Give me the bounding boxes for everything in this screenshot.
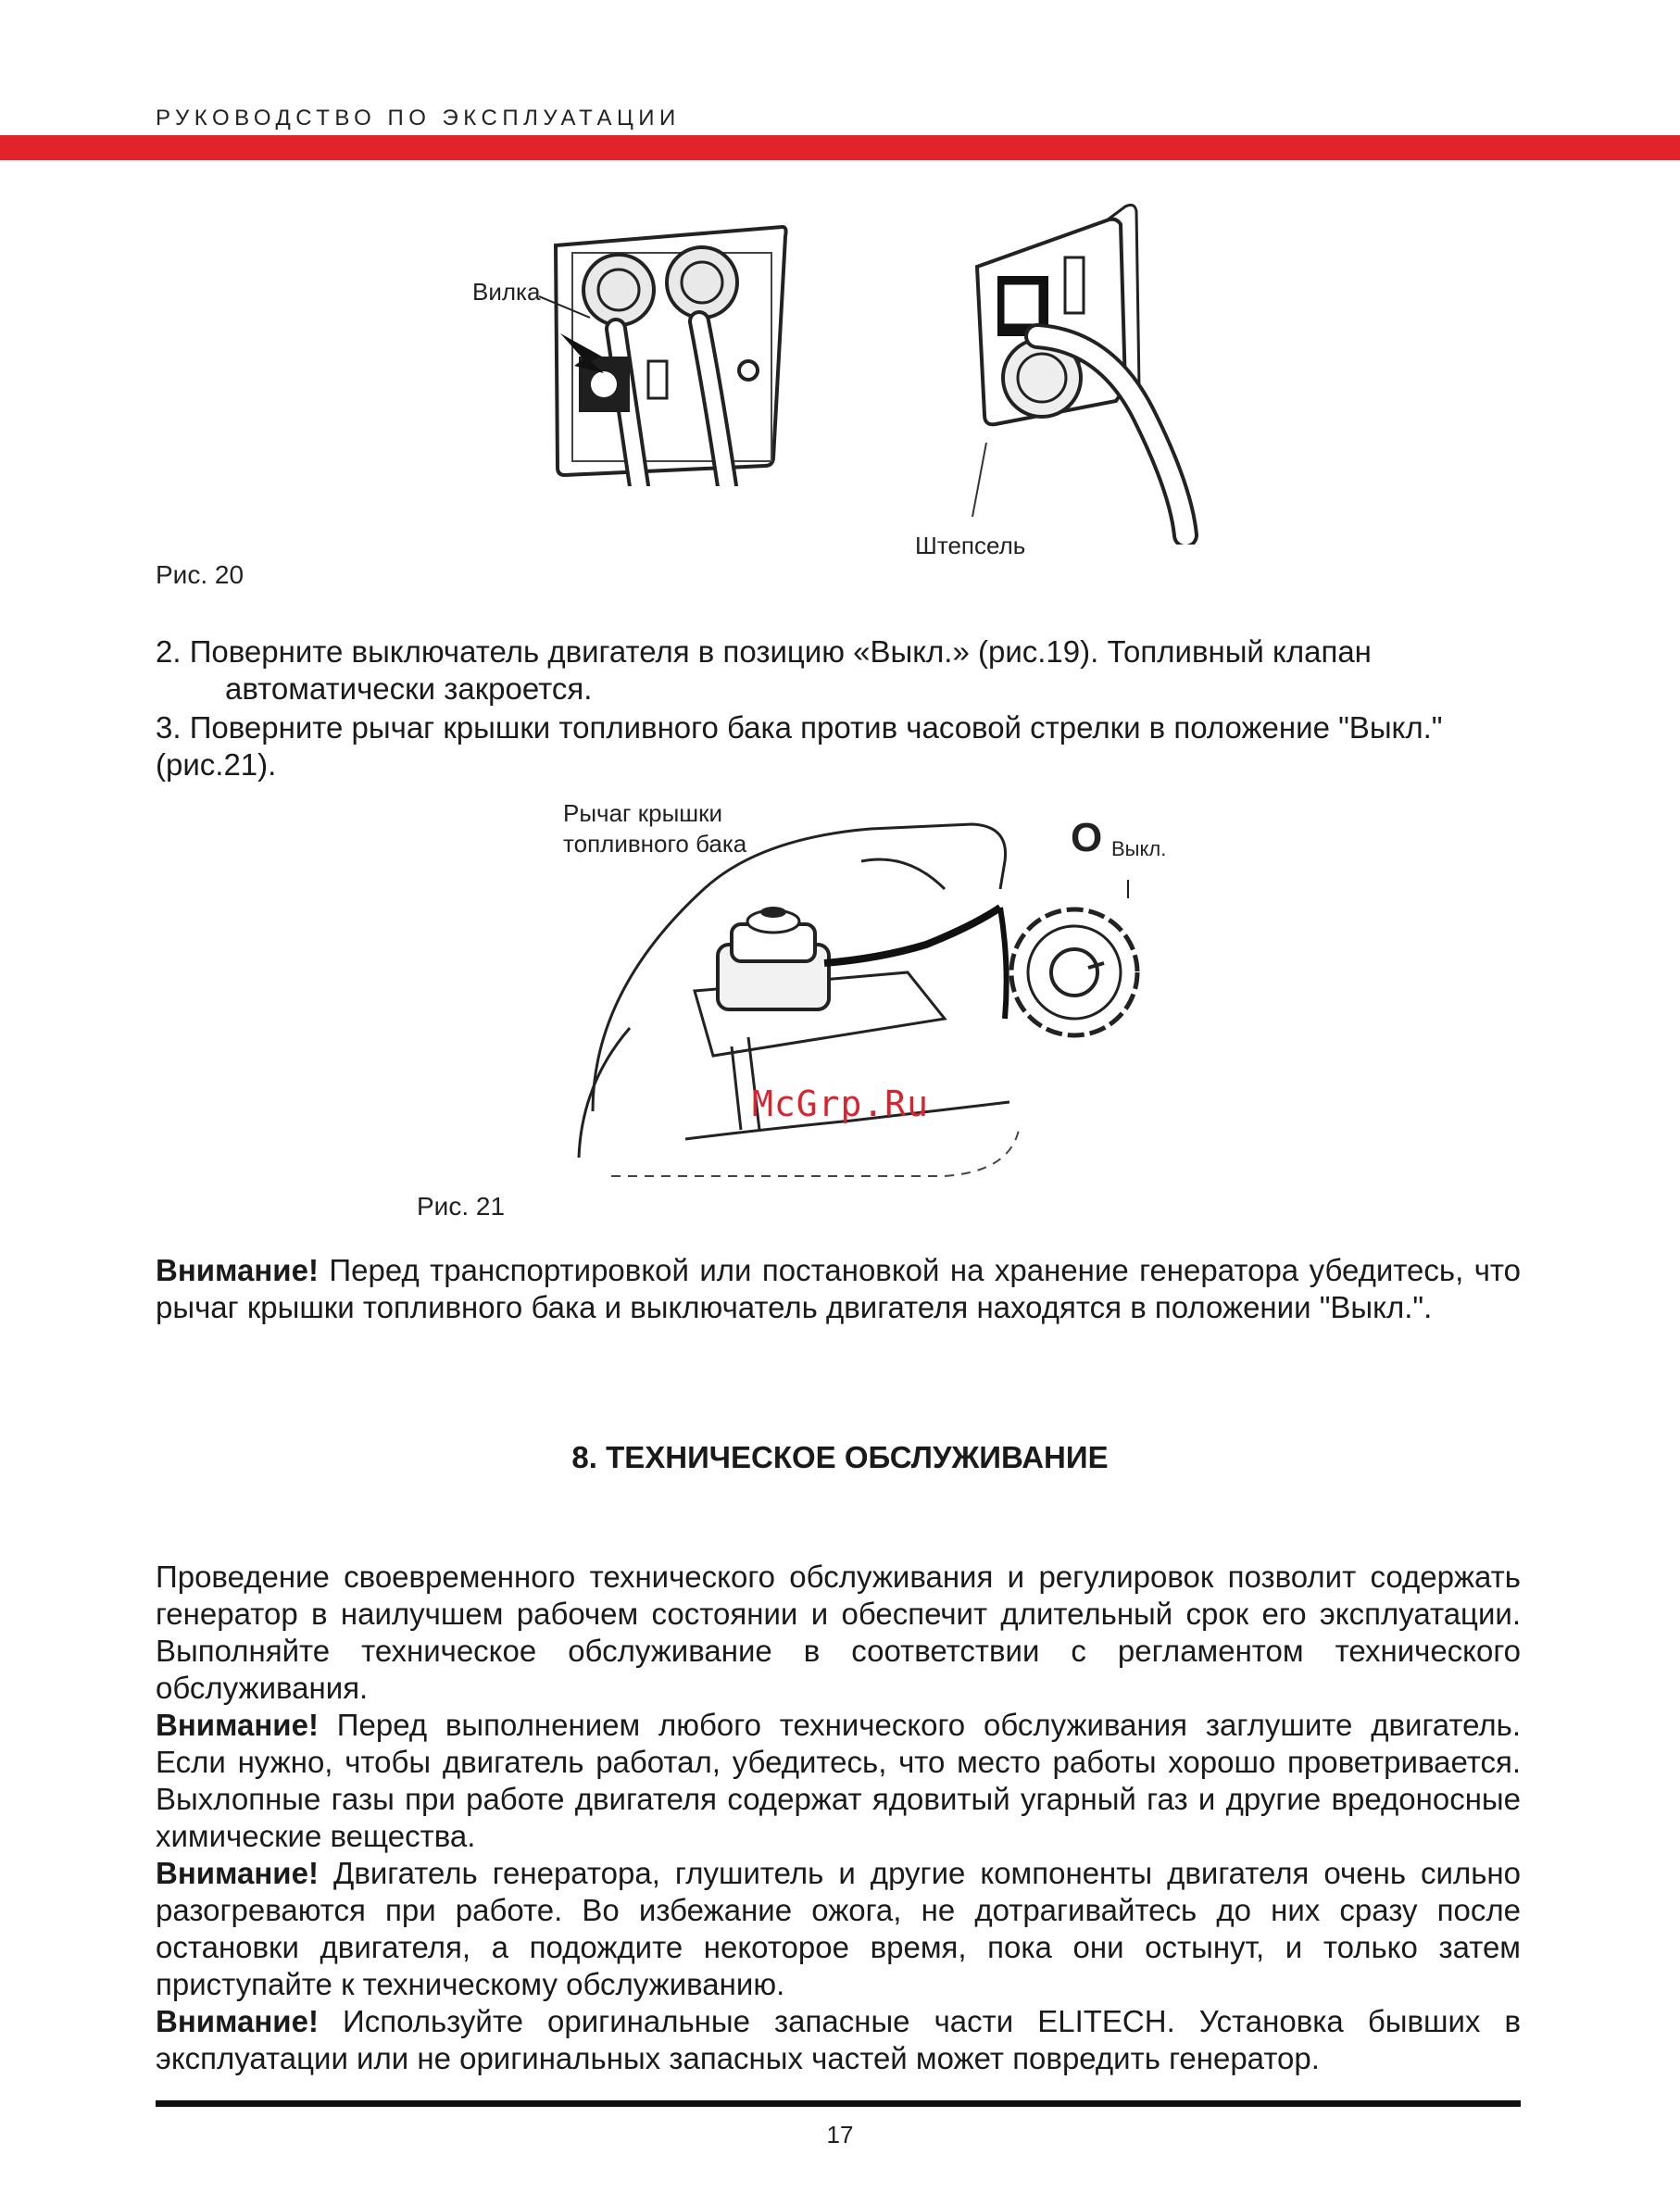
callout-fuel-cap-lever [563, 798, 746, 859]
warning-transport-text: Перед транспортировкой или постановкой на хранение генератора убедитесь, что рычаг крышки топливного бака и выключатель двигателя находятся в положении "Выкл.". [156, 1253, 1521, 1324]
warning-original-parts-paragraph [156, 2003, 1521, 2077]
warning-transport-paragraph [156, 1252, 1521, 1326]
off-label: Выкл. [1111, 837, 1167, 860]
figure-20-left-illustration [537, 208, 815, 486]
step-2-text: 2. Поверните выключатель двигателя в позицию «Выкл.» (рис.19). Топливный клапан [156, 634, 1372, 669]
warning-hot-parts-text: Двигатель генератора, глушитель и другие компоненты двигателя очень сильно разогреваются при работе. Во избежание ожога, не дотрагивайтесь до них сразу после остановки двигателя, а подождите некоторое время, пока они остынут, и только затем приступайте к техническому обслуживанию. [156, 1856, 1521, 2001]
warning-engine-stop-label: Внимание! [156, 1708, 319, 1742]
maintenance-intro: Проведение своевременного технического обслуживания и регулировок позволит содержать генератор в наилучшем рабочем состоянии и обеспечит длительный срок его эксплуатации. Выполняйте техническое обслуживание в соответствии с регламентом технического обслуживания. [156, 1560, 1521, 1705]
warning-transport-label: Внимание! [156, 1253, 319, 1287]
callout-plug: Вилка [472, 278, 541, 306]
step-3-paragraph: 3. Поверните рычаг крышки топливного бака против часовой стрелки в положение "Выкл." (рис.21). [156, 710, 1443, 782]
warning-engine-stop-text: Перед выполнением любого технического обслуживания заглушите двигатель. Если нужно, чтобы двигатель работал, убедитесь, что место работы хорошо проветривается. Выхлопные газы при работе двигателя содержат ядовитый угарный газ и другие вредоносные химические вещества. [156, 1708, 1521, 1853]
callout-fuel-cap-lever-line-2: топливного бака [563, 830, 747, 858]
step-2-paragraph [156, 633, 1521, 708]
warning-original-parts-label: Внимание! [156, 2004, 319, 2038]
footer-rule [156, 2100, 1521, 2107]
callout-fuel-cap-lever-line-1: Рычаг крышки [563, 799, 723, 827]
page-header-title: РУКОВОДСТВО ПО ЭКСПЛУАТАЦИИ [156, 106, 681, 131]
figure-20-right-illustration [968, 202, 1218, 545]
page-number: 17 [826, 2121, 854, 2149]
maintenance-text-block [156, 1559, 1521, 2077]
section-heading: 8. ТЕХНИЧЕСКОЕ ОБСЛУЖИВАНИЕ [571, 1440, 1109, 1474]
warning-hot-parts-paragraph [156, 1855, 1521, 2003]
callout-socket: Штепсель [915, 532, 1026, 559]
watermark: McGrp.Ru [752, 1084, 930, 1124]
header-red-bar [0, 135, 1680, 160]
warning-hot-parts-label: Внимание! [156, 1856, 319, 1890]
callout-plug-leader [539, 294, 595, 322]
figure-21-illustration [574, 806, 1222, 1185]
figure-21-caption: Рис. 21 [417, 1192, 506, 1221]
figure-20-caption: Рис. 20 [156, 560, 244, 589]
off-symbol: O [1071, 815, 1103, 860]
warning-engine-stop-paragraph [156, 1707, 1521, 1855]
warning-original-parts-text: Используйте оригинальные запасные части ELITECH. Установка бывших в эксплуатации или не оригинальных запасных частей может повредить генератор. [156, 2004, 1521, 2075]
step-2-continuation: автоматически закроется. [225, 671, 593, 706]
